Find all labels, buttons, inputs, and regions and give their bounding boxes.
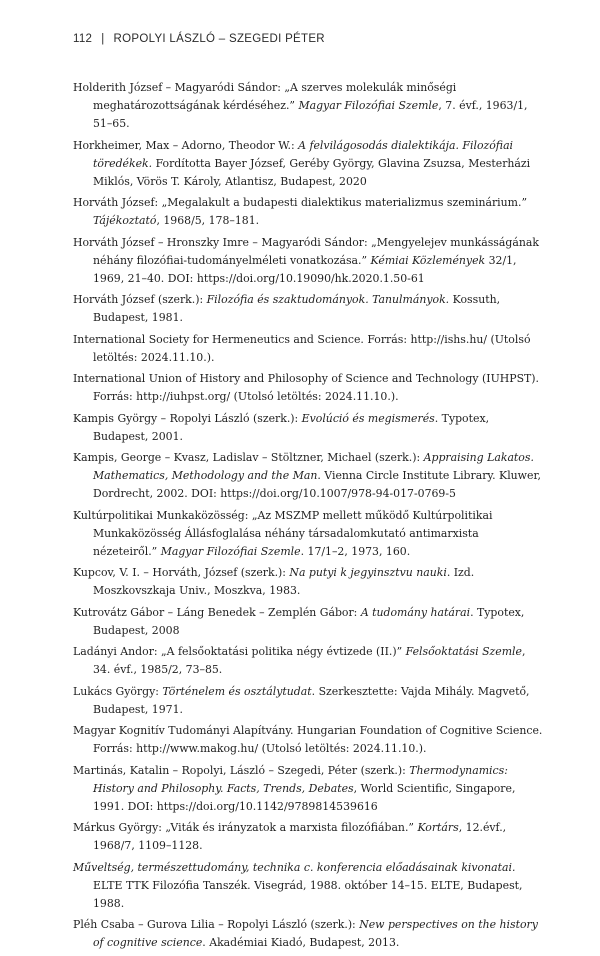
reference-text: . Izd. Moszkovszkaja Univ., Moszkva, 1983. xyxy=(93,566,475,597)
reference-entry xyxy=(73,449,545,503)
reference-entry xyxy=(73,722,545,758)
reference-title: Magyar Filozófiai Szemle xyxy=(160,544,301,558)
reference-title: A felvilágosodás dialektikája. Filozófiai töredékek. xyxy=(93,138,514,170)
reference-text: Kutrovátz Gábor – Láng Benedek – Zemplén Gábor: xyxy=(73,605,361,619)
reference-text: Kampis György – Ropolyi László (szerk.): xyxy=(73,411,302,425)
reference-text: Fordította Bayer József, Geréby György, Glavina Zsuzsa, Mesterházi Miklós, Vörös T. Károly, Atlantisz, Budapest, 2020 xyxy=(93,156,531,188)
reference-entry xyxy=(73,643,545,679)
reference-text: Kossuth, Budapest, 1981. xyxy=(93,293,501,324)
reference-text: Martinás, Katalin – Ropolyi, László – Szegedi, Péter (szerk.): xyxy=(73,763,410,777)
reference-text: , World Scientific, Singapore, 1991. DOI: https://doi.org/10.1142/9789814539616 xyxy=(93,781,516,813)
page-number: 112 xyxy=(73,33,93,45)
reference-title: Thermodynamics: History and Philosophy. Facts, Trends, Debates xyxy=(93,763,508,795)
reference-entry xyxy=(73,79,545,133)
reference-entry xyxy=(73,410,545,446)
reference-text: Kampis, George – Kvasz, Ladislav – Stöltzner, Michael (szerk.): xyxy=(73,451,424,464)
reference-title: Appraising Lakatos. Mathematics, Methodology and the Man xyxy=(93,451,534,482)
running-header xyxy=(73,33,325,45)
reference-title: A tudomány határai xyxy=(360,605,471,619)
reference-text: Horváth József (szerk.): xyxy=(73,293,207,306)
reference-text: Kupcov, V. I. – Horváth, József (szerk.): xyxy=(73,566,290,579)
reference-title: Történelem és osztálytudat xyxy=(162,684,312,698)
reference-title: Magyar Filozófiai Szemle xyxy=(298,99,439,112)
reference-entry xyxy=(73,564,545,600)
reference-text: International Society for Hermeneutics and Science. Forrás: http://ishs.hu/ (Utolsó letöltés: 2024.11.10.). xyxy=(73,332,531,364)
reference-text: Ladányi Andor: „A felsőoktatási politika négy évtizede (II.)” xyxy=(73,645,406,658)
reference-title: Na putyi k jegyinsztvu nauki xyxy=(289,566,447,579)
reference-text: Kultúrpolitikai Munkaközösség: „Az MSZMP mellett működő Kultúrpolitikai Munkaközösség Állásfoglalása néhány társadalomkutató antimarxista nézeteiről.” xyxy=(73,508,493,558)
reference-text: Márkus György: „Viták és irányzatok a marxista filozófiában.” xyxy=(73,821,418,834)
reference-text: 32/1, 1969, 21–40. DOI: https://doi.org/10.19090/hk.2020.1.50-61 xyxy=(93,253,517,285)
reference-text: Horkheimer, Max – Adorno, Theodor W.: xyxy=(73,138,299,152)
reference-text: , 1968/5, 178–181. xyxy=(156,214,260,227)
reference-list xyxy=(73,79,545,956)
reference-entry xyxy=(73,331,545,367)
reference-text: International Union of History and Philosophy of Science and Technology (IUHPST). Forrás: http://iuhpst.org/ (Utolsó letöltés: 2024.11.10.). xyxy=(73,372,540,403)
reference-entry xyxy=(73,916,545,952)
reference-text: Pléh Csaba – Gurova Lilia – Ropolyi László (szerk.): xyxy=(73,918,360,931)
reference-entry xyxy=(73,604,545,640)
reference-text: . Typotex, Budapest, 2008 xyxy=(93,605,525,637)
reference-entry xyxy=(73,762,545,816)
reference-title: Kémiai Közlemények xyxy=(370,253,486,267)
reference-title: Filozófia és szaktudományok. Tanulmányok. xyxy=(206,293,450,306)
reference-title: Tájékoztató xyxy=(93,214,157,227)
reference-text: , 34. évf., 1985/2, 73–85. xyxy=(93,645,526,676)
header-authors: ROPOLYI LÁSZLÓ – SZEGEDI PÉTER xyxy=(113,33,325,45)
reference-text: Lukács György: xyxy=(73,684,163,698)
reference-text: . Szerkesztette: Vajda Mihály. Magvető, Budapest, 1971. xyxy=(93,684,530,716)
reference-text: Magyar Kognitív Tudományi Alapítvány. Hungarian Foundation of Cognitive Science. Forrás: http://www.makog.hu/ (Utolsó letöltés: 2024.11.10.). xyxy=(73,724,543,755)
reference-text: . Typotex, Budapest, 2001. xyxy=(93,411,490,443)
reference-entry xyxy=(73,819,545,855)
reference-text: . Vienna Circle Institute Library. Kluwer, Dordrecht, 2002. DOI: https://doi.org/10.1007/978-94-017-0769-5 xyxy=(93,469,541,500)
reference-entry xyxy=(73,370,545,406)
reference-title: Felsőoktatási Szemle xyxy=(405,645,522,658)
reference-entry xyxy=(73,683,545,719)
reference-entry xyxy=(73,507,545,561)
reference-entry xyxy=(73,291,545,327)
reference-text: Horváth József – Hronszky Imre – Magyaródi Sándor: „Mengyelejev munkásságának néhány filozófiai-tudományelméleti vonatkozása.” xyxy=(73,235,539,267)
reference-text: ELTE TTK Filozófia Tanszék. Visegrád, 1988. október 14–15. ELTE, Budapest, 1988. xyxy=(93,878,523,910)
reference-text: Holderith József – Magyaródi Sándor: „A szerves molekulák minőségi meghatározottságának kérdéséhez.” xyxy=(73,81,457,112)
reference-text: . Akadémiai Kiadó, Budapest, 2013. xyxy=(202,936,400,949)
reference-text: , 7. évf., 1963/1, 51–65. xyxy=(93,99,528,130)
reference-title: Evolúció és megismerés xyxy=(301,411,435,425)
header-separator: | xyxy=(101,33,105,45)
reference-title: Kortárs xyxy=(417,821,459,834)
reference-entry xyxy=(73,234,545,288)
reference-text: . 17/1–2, 1973, 160. xyxy=(300,544,411,558)
reference-title: Műveltség, természettudomány, technika c. konferencia előadásainak kivonatai. xyxy=(73,860,516,874)
reference-entry xyxy=(73,194,545,230)
reference-text: Horváth József: „Megalakult a budapesti dialektikus materializmus szeminárium.” xyxy=(73,196,528,209)
reference-title: New perspectives on the history of cognitive science xyxy=(93,918,538,949)
reference-text: , 12.évf., 1968/7, 1109–1128. xyxy=(93,821,507,852)
reference-entry xyxy=(73,859,545,913)
reference-entry xyxy=(73,137,545,191)
